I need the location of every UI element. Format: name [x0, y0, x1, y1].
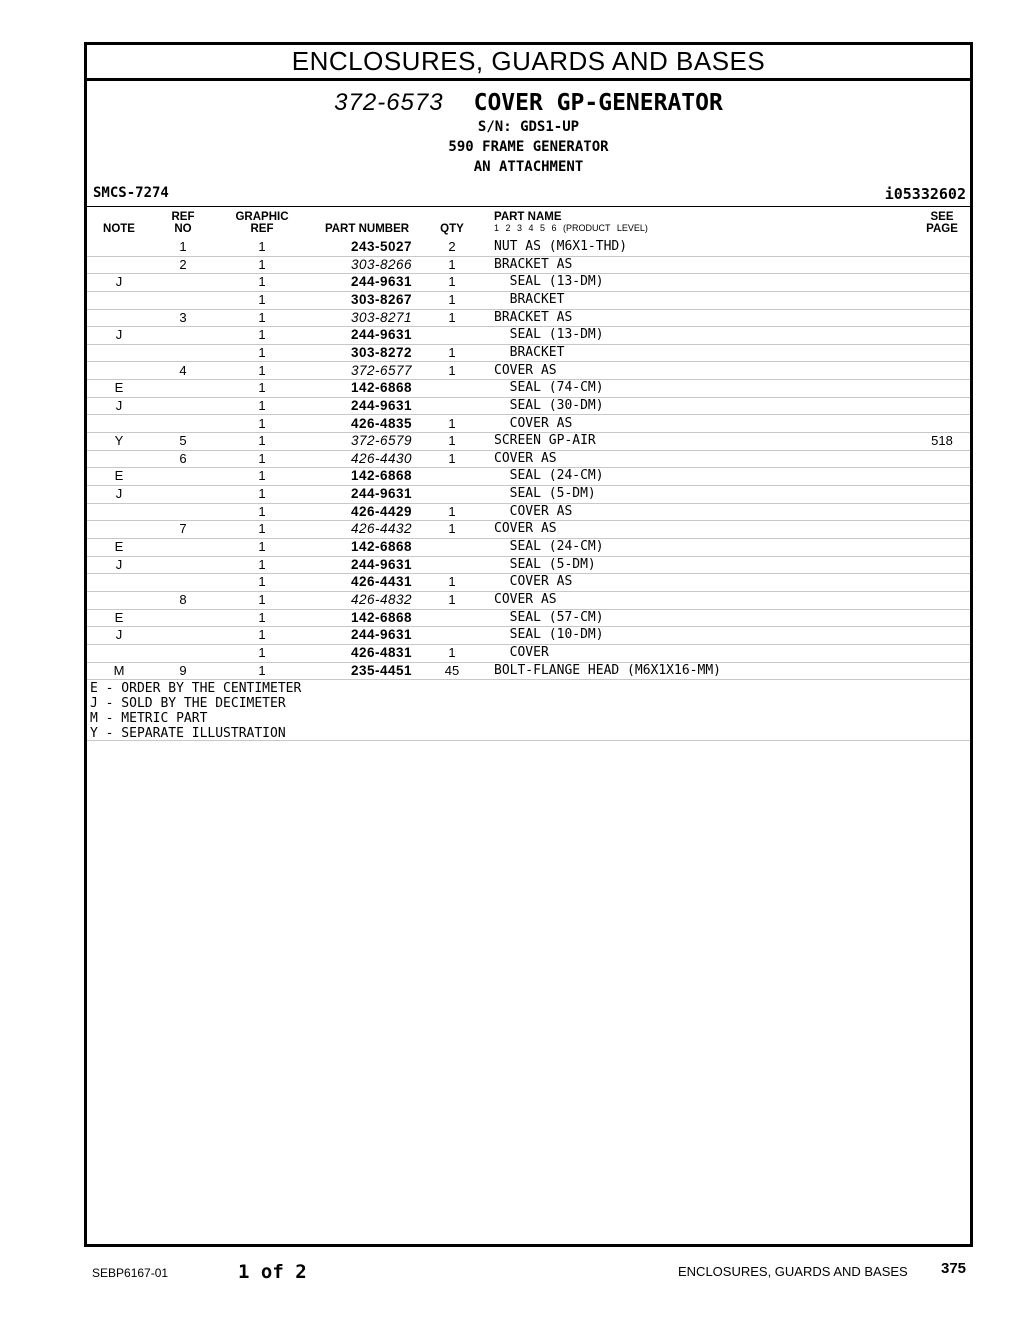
- qty-cell: 1: [448, 256, 456, 272]
- graphic-ref-cell: 1: [258, 574, 266, 590]
- header-divider: [87, 206, 970, 207]
- qty-cell: 1: [448, 309, 456, 325]
- part-name-cell: SEAL (24-CM): [494, 539, 604, 555]
- note-cell: E: [114, 380, 124, 396]
- table-row: [87, 291, 970, 310]
- notes-divider: [87, 740, 970, 741]
- part-name-cell: COVER AS: [494, 415, 573, 431]
- graphic-ref-cell: 1: [258, 486, 266, 502]
- part-name-cell: SEAL (5-DM): [494, 486, 596, 502]
- part-number-cell: 426-4831: [350, 644, 412, 660]
- group-description-2: AN ATTACHMENT: [473, 159, 584, 175]
- note-cell: J: [115, 486, 123, 502]
- note-cell: J: [115, 627, 123, 643]
- part-number-cell: 303-8266: [350, 256, 412, 272]
- part-name-cell: COVER AS: [494, 503, 573, 519]
- section-title: ENCLOSURES, GUARDS AND BASES: [87, 45, 970, 81]
- graphic-ref-cell: 1: [258, 256, 266, 272]
- qty-cell: 1: [448, 362, 456, 378]
- col-note: NOTE: [103, 223, 135, 235]
- qty-cell: 1: [448, 344, 456, 360]
- part-name-cell: SCREEN GP-AIR: [494, 433, 596, 449]
- col-see-page: [919, 211, 965, 235]
- col-graphic-ref-line2: REF: [250, 223, 274, 235]
- table-row: [87, 573, 970, 592]
- ref-no-cell: 3: [179, 309, 187, 325]
- note-y: Y - SEPARATE ILLUSTRATION: [90, 726, 286, 741]
- table-row: [87, 662, 970, 681]
- part-number-cell: 426-4432: [350, 521, 412, 537]
- part-number-cell: 142-6868: [350, 380, 412, 396]
- part-name-cell: COVER AS: [494, 450, 557, 466]
- ref-no-cell: 4: [179, 362, 187, 378]
- serial-number: S/N: GDS1-UP: [477, 119, 580, 135]
- qty-cell: 1: [448, 415, 456, 431]
- part-number-cell: 243-5027: [350, 239, 412, 254]
- table-row: [87, 485, 970, 504]
- part-name-cell: NUT AS (M6X1-THD): [494, 239, 628, 254]
- ref-no-cell: 2: [179, 256, 187, 272]
- qty-cell: 1: [448, 521, 456, 537]
- part-name-cell: SEAL (10-DM): [494, 627, 604, 643]
- part-number-cell: 142-6868: [350, 468, 412, 484]
- col-ref-no-line1: REF: [171, 211, 195, 223]
- graphic-ref-cell: 1: [258, 327, 266, 343]
- part-name-cell: BRACKET: [494, 291, 565, 307]
- note-cell: E: [114, 539, 124, 555]
- table-row: [87, 503, 970, 522]
- note-cell: E: [114, 468, 124, 484]
- table-row: [87, 450, 970, 469]
- note-cell: J: [115, 556, 123, 572]
- part-name-cell: SEAL (13-DM): [494, 274, 604, 290]
- part-number-cell: 303-8267: [350, 291, 412, 307]
- graphic-ref-cell: 1: [258, 274, 266, 290]
- table-row: [87, 344, 970, 363]
- illustration-id: i05332602: [884, 185, 966, 203]
- part-number-cell: 244-9631: [350, 327, 412, 343]
- qty-cell: 2: [448, 239, 456, 254]
- graphic-ref-cell: 1: [258, 309, 266, 325]
- graphic-ref-cell: 1: [258, 644, 266, 660]
- part-number-cell: 244-9631: [350, 556, 412, 572]
- part-number-cell: 426-4430: [350, 450, 412, 466]
- col-ref-no: [167, 211, 199, 235]
- graphic-ref-cell: 1: [258, 397, 266, 413]
- col-ref-no-line2: NO: [174, 223, 192, 235]
- part-number-cell: 244-9631: [350, 274, 412, 290]
- qty-cell: 1: [448, 574, 456, 590]
- graphic-ref-cell: 1: [258, 415, 266, 431]
- qty-cell: 1: [448, 503, 456, 519]
- table-row: [87, 591, 970, 610]
- product-levels: 1 2 3 4 5 6 (PRODUCT LEVEL): [494, 223, 648, 233]
- graphic-ref-cell: 1: [258, 239, 266, 254]
- graphic-ref-cell: 1: [258, 556, 266, 572]
- document-id: SEBP6167-01: [92, 1266, 169, 1280]
- part-name-cell: SEAL (5-DM): [494, 556, 596, 572]
- table-row: [87, 644, 970, 663]
- part-name-cell: SEAL (24-CM): [494, 468, 604, 484]
- part-name-cell: SEAL (74-CM): [494, 380, 604, 396]
- ref-no-cell: 1: [179, 239, 187, 254]
- part-name-cell: COVER AS: [494, 592, 557, 607]
- graphic-ref-cell: 1: [258, 662, 266, 678]
- note-cell: Y: [114, 433, 124, 449]
- see-page-cell: 518: [931, 433, 953, 449]
- part-name-cell: SEAL (30-DM): [494, 397, 604, 413]
- page-footer: [0, 1260, 1020, 1290]
- qty-cell: 1: [448, 291, 456, 307]
- ref-no-cell: 6: [179, 450, 187, 466]
- graphic-ref-cell: 1: [258, 380, 266, 396]
- graphic-ref-cell: 1: [258, 450, 266, 466]
- graphic-ref-cell: 1: [258, 521, 266, 537]
- part-name-cell: COVER: [494, 644, 549, 660]
- part-name-cell: COVER AS: [494, 362, 557, 378]
- table-row: [87, 273, 970, 292]
- part-number-cell: 244-9631: [350, 397, 412, 413]
- table-row: [87, 538, 970, 557]
- part-number-cell: 372-6577: [350, 362, 412, 378]
- table-row: [87, 556, 970, 575]
- graphic-ref-cell: 1: [258, 609, 266, 625]
- table-row: [87, 362, 970, 381]
- col-qty: QTY: [440, 223, 464, 235]
- part-name-cell: BRACKET AS: [494, 309, 573, 325]
- graphic-ref-cell: 1: [258, 503, 266, 519]
- table-row: [87, 397, 970, 416]
- footer-section: ENCLOSURES, GUARDS AND BASES: [678, 1264, 908, 1279]
- part-number-cell: 426-4431: [350, 574, 412, 590]
- part-name-cell: COVER AS: [494, 574, 573, 590]
- col-graphic-ref-line1: GRAPHIC: [235, 211, 289, 223]
- note-cell: J: [115, 397, 123, 413]
- graphic-ref-cell: 1: [258, 627, 266, 643]
- qty-cell: 45: [444, 662, 460, 678]
- col-graphic-ref: [227, 211, 297, 235]
- table-row: [87, 238, 970, 257]
- group-description-1: 590 FRAME GENERATOR: [448, 139, 609, 155]
- part-number-cell: 426-4835: [350, 415, 412, 431]
- part-name-cell: BOLT-FLANGE HEAD (M6X1X16-MM): [494, 662, 721, 678]
- part-number-cell: 303-8271: [350, 309, 412, 325]
- graphic-ref-cell: 1: [258, 291, 266, 307]
- part-number-cell: 303-8272: [350, 344, 412, 360]
- group-part-number: 372-6573: [334, 89, 444, 116]
- graphic-ref-cell: 1: [258, 468, 266, 484]
- note-e: E - ORDER BY THE CENTIMETER: [90, 681, 302, 696]
- part-number-cell: 244-9631: [350, 627, 412, 643]
- part-number-cell: 426-4832: [350, 592, 412, 607]
- page-frame: [84, 42, 973, 1247]
- qty-cell: 1: [448, 274, 456, 290]
- qty-cell: 1: [448, 592, 456, 607]
- qty-cell: 1: [448, 644, 456, 660]
- part-number-cell: 426-4429: [350, 503, 412, 519]
- table-row: [87, 415, 970, 434]
- smcs-code: SMCS-7274: [93, 185, 169, 201]
- note-cell: M: [113, 662, 125, 678]
- col-see-page-line2: PAGE: [926, 223, 958, 235]
- group-header: [87, 89, 970, 177]
- table-row: [87, 309, 970, 328]
- graphic-ref-cell: 1: [258, 362, 266, 378]
- ref-no-cell: 7: [179, 521, 187, 537]
- col-part-number: PART NUMBER: [324, 223, 410, 235]
- graphic-ref-cell: 1: [258, 539, 266, 555]
- qty-cell: 1: [448, 433, 456, 449]
- table-row: [87, 379, 970, 398]
- ref-no-cell: 9: [179, 662, 187, 678]
- part-number-cell: 235-4451: [350, 662, 412, 678]
- part-number-cell: 142-6868: [350, 609, 412, 625]
- table-row: [87, 467, 970, 486]
- graphic-ref-cell: 1: [258, 344, 266, 360]
- part-name-cell: COVER AS: [494, 521, 557, 537]
- table-row: [87, 432, 970, 451]
- table-row: [87, 609, 970, 628]
- part-name-cell: SEAL (13-DM): [494, 327, 604, 343]
- part-name-cell: SEAL (57-CM): [494, 609, 604, 625]
- part-name-cell: BRACKET: [494, 344, 565, 360]
- note-cell: J: [115, 274, 123, 290]
- ref-no-cell: 5: [179, 433, 187, 449]
- part-name-cell: BRACKET AS: [494, 256, 573, 272]
- page-count: 1 of 2: [238, 1261, 307, 1283]
- note-m: M - METRIC PART: [90, 711, 208, 726]
- col-part-name: PART NAME: [494, 211, 562, 223]
- notes-legend: [90, 681, 970, 741]
- table-row: [87, 520, 970, 539]
- group-name: COVER GP-GENERATOR: [473, 90, 723, 116]
- ref-no-cell: 8: [179, 592, 187, 607]
- group-title: [87, 89, 970, 117]
- part-number-cell: 244-9631: [350, 486, 412, 502]
- note-cell: J: [115, 327, 123, 343]
- graphic-ref-cell: 1: [258, 433, 266, 449]
- qty-cell: 1: [448, 450, 456, 466]
- page-number: 375: [941, 1260, 967, 1277]
- note-j: J - SOLD BY THE DECIMETER: [90, 696, 286, 711]
- graphic-ref-cell: 1: [258, 592, 266, 607]
- part-number-cell: 372-6579: [350, 433, 412, 449]
- part-number-cell: 142-6868: [350, 539, 412, 555]
- note-cell: E: [114, 609, 124, 625]
- table-row: [87, 256, 970, 275]
- table-row: [87, 326, 970, 345]
- table-row: [87, 626, 970, 645]
- col-see-page-line1: SEE: [930, 211, 954, 223]
